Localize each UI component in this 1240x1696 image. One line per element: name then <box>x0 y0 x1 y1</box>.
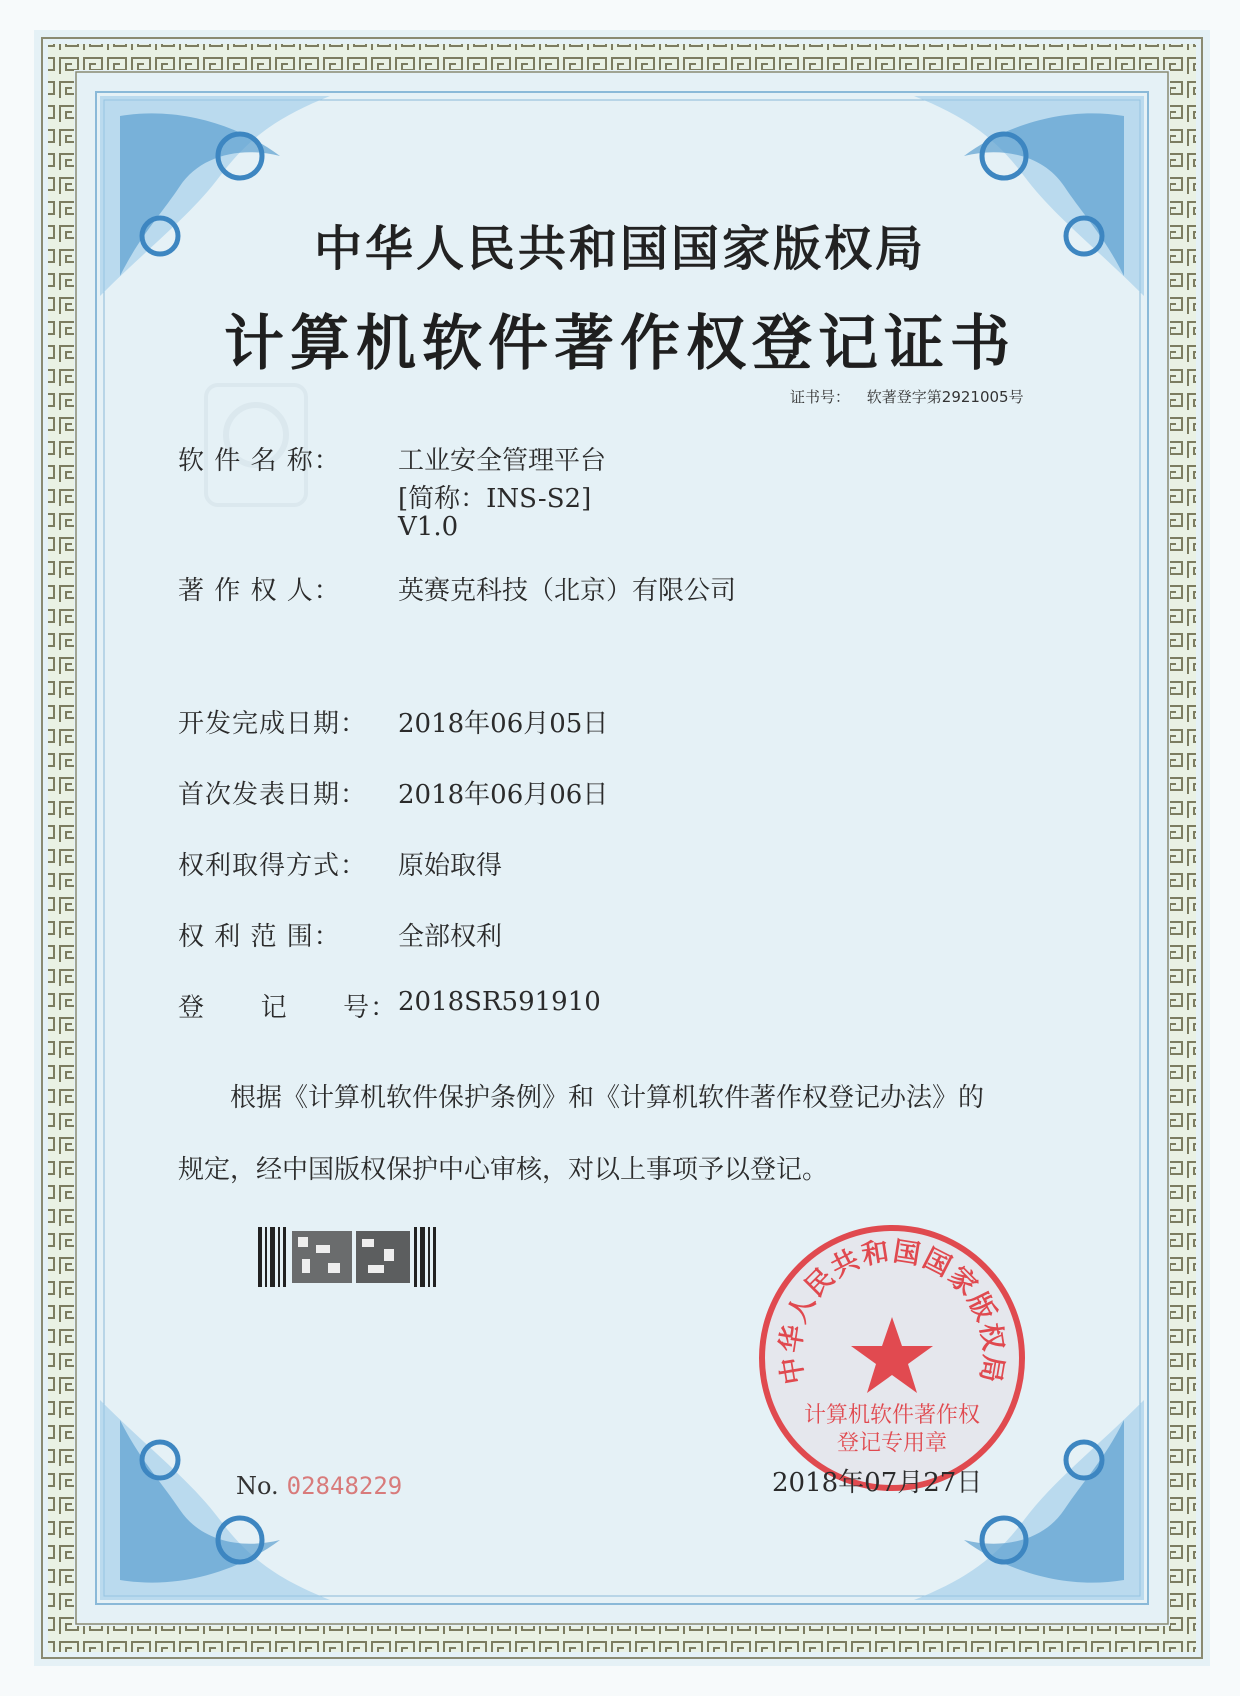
statement-line-1: 根据《计算机软件保护条例》和《计算机软件著作权登记办法》的 <box>230 1083 985 1113</box>
certificate-number-value: 软著登字第2921005号 <box>866 388 1024 406</box>
field-acquisition <box>178 845 503 882</box>
field-pub-date <box>178 774 609 811</box>
field-scope <box>178 916 503 953</box>
seal-line-2: 登记专用章 <box>836 1431 948 1456</box>
registration-label: 登 记 号： <box>178 993 398 1023</box>
official-seal <box>756 1222 1028 1494</box>
seal-line-1: 计算机软件著作权 <box>803 1403 981 1428</box>
software-version: V1.0 <box>398 512 459 542</box>
registration-value: 2018SR591910 <box>398 987 601 1017</box>
certificate-title: 计算机软件著作权登记证书 <box>224 309 1016 379</box>
pub-date-label: 首次发表日期： <box>178 780 368 810</box>
software-name-label: 软 件 名 称： <box>178 446 341 476</box>
issue-date: 2018年07月27日 <box>772 1468 983 1498</box>
certificate-number <box>790 386 1024 407</box>
pub-date-value: 2018年06月06日 <box>398 780 609 810</box>
field-dev-date <box>178 703 609 740</box>
field-owner <box>178 570 737 607</box>
corner-ornament-bottom-left <box>100 1400 330 1600</box>
acquisition-value: 原始取得 <box>398 851 503 881</box>
certificate-number-label: 证书号： <box>790 388 851 406</box>
statement-line-2: 规定，经中国版权保护中心审核，对以上事项予以登记。 <box>178 1155 829 1185</box>
serial-prefix: No. <box>236 1472 279 1500</box>
owner-value: 英赛克科技（北京）有限公司 <box>398 576 737 606</box>
scope-value: 全部权利 <box>398 922 503 952</box>
serial-value: 02848229 <box>286 1472 403 1500</box>
acquisition-label: 权利取得方式： <box>178 851 368 881</box>
software-short-name: [简称：INS-S2] <box>398 484 592 514</box>
field-software-name <box>178 440 607 477</box>
scope-label: 权 利 范 围： <box>178 922 341 952</box>
issuer-heading: 中华人民共和国国家版权局 <box>313 221 926 277</box>
field-registration <box>178 987 601 1024</box>
dev-date-label: 开发完成日期： <box>178 709 368 739</box>
barcode-image <box>258 1227 436 1287</box>
dev-date-value: 2018年06月05日 <box>398 709 609 739</box>
seal-arc-text: 中华人民共和国国家版权局 <box>775 1236 1009 1387</box>
software-name-value: 工业安全管理平台 <box>398 446 607 476</box>
serial-number <box>236 1472 402 1500</box>
owner-label: 著 作 权 人： <box>178 576 341 606</box>
